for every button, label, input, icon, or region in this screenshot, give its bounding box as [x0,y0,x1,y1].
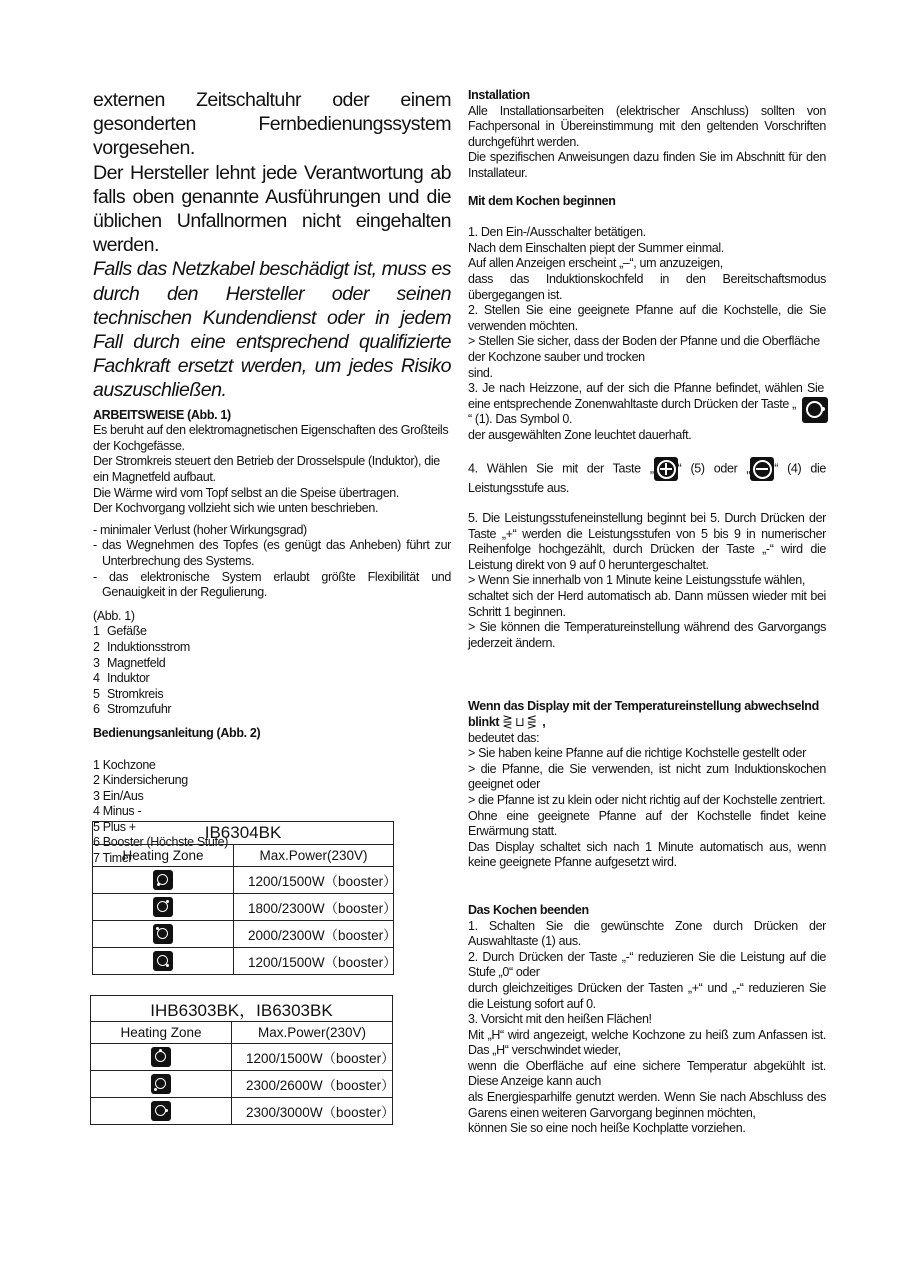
zone-front-right-icon [153,951,173,971]
table-row [93,948,394,975]
paragraph: Die spezifischen Anweisungen dazu finden Sie im Abschnitt für den Installateur. [468,150,826,180]
display-blink-icon: ⋛⊔⋚ [502,715,540,729]
heading-separator: , [542,715,546,729]
table-row [91,1098,393,1125]
text-line: 1. Den Ein-/Ausschalter betätigen. [468,225,646,240]
power-value: 1200/1500W（booster） [234,867,394,894]
warning-paragraph: Falls das Netzkabel beschädigt ist, muss es durch den Hersteller oder seinen technischen Kundendienst oder in jedem Fall durch eine entsprechend qualifizierte Fachkraft ersetzt werden, um jedes Risiko auszuschließen. [93,258,451,402]
text-line: Es beruht auf den elektromagnetischen Eigenschaften des Großteils der Kochgefässe. [93,423,449,453]
list-item: 6 Booster (Höchste Stufe) [93,835,229,850]
zone-front-left-icon [153,870,173,890]
table-title: IB6304BK [93,822,394,845]
legend-number: 2 [93,639,100,654]
intro-text [93,88,451,403]
section-heading: Bedienungsanleitung (Abb. 2) [93,725,261,740]
display-section [468,699,826,871]
list-item: 7 Timer [93,851,133,866]
zone-rear-left-icon [153,897,173,917]
section-heading: Das Kochen beenden [468,902,589,917]
legend-title: (Abb. 1) [93,608,135,623]
paragraph: > die Pfanne, die Sie verwenden, ist nicht zum Induktionskochen geeignet oder [468,761,826,792]
paragraph: Das Display schaltet sich nach 1 Minute automatisch aus, wenn keine geeignete Pfanne aufgesetzt wird. [468,839,826,870]
section-heading: Mit dem Kochen beginnen [468,193,616,208]
power-value: 1200/1500W（booster） [234,948,394,975]
legend-number: 1 [93,624,100,639]
zone-top-icon [151,1047,171,1067]
column-header: Max.Power(230V) [232,1022,393,1044]
step-text: 3. Je nach Heizzone, auf der sich die Pfanne befindet, wählen Sie eine entsprechende Zonenwahltaste durch Drücken der Taste „ [468,381,824,411]
power-value: 1800/2300W（booster） [234,894,394,921]
zone-middle-icon [151,1074,171,1094]
left-column [93,88,451,867]
abb1-legend [93,609,451,718]
column-header: Heating Zone [93,845,234,867]
paragraph: Ohne eine geeignete Pfanne auf der Kochstelle findet keine Erwärmung statt. [468,808,826,839]
paragraph: schaltet sich der Herd automatisch ab. Dann müssen wieder mit bei Schritt 1 beginnen. [468,589,826,619]
legend-number: 5 [93,686,100,701]
legend-label: Magnetfeld [107,655,166,670]
paragraph: 5. Die Leistungsstufeneinstellung beginnt bei 5. Durch Drücken der Taste „+“ werden die Leistungsstufen von 5 bis 9 in numerischer Reihenfolge hochgezählt, durch Drücken der Taste „-“ wird die Leistung direkt von 9 auf 0 heruntergeschaltet. [468,511,826,572]
power-value: 2300/2600W（booster） [232,1071,393,1098]
list-item: 5 Plus + [93,819,136,834]
table-title: IHB6303BK，IB6303BK [91,996,393,1022]
paragraph: Mit „H“ wird angezeigt, welche Kochzone zu heiß zum Anfassen ist. Das „H“ verschwindet wieder, [468,1027,826,1058]
installation-section [468,88,826,182]
section-heading: Installation [468,88,530,102]
legend-item [93,640,451,656]
power-table-ihb6303bk [90,995,393,1125]
legend-item [93,687,451,703]
paragraph: durch gleichzeitiges Drücken der Tasten „+“ und „-“ reduzieren Sie die Leistung sofort auf 0. [468,980,826,1011]
legend-label: Induktor [107,671,150,686]
legend-item [93,656,451,672]
text-line: “ (1). Das Symbol 0. [468,412,573,427]
legend-item [93,624,451,640]
legend-label: Gefäße [107,624,147,639]
table-row [93,867,394,894]
paragraph [468,381,826,412]
minus-icon [750,457,774,481]
list-item: - das elektronische System erlaubt größte Flexibilität und Genauigkeit in der Regulierung. [93,570,451,601]
zone-rear-right-icon [153,924,173,944]
legend-label: Stromkreis [107,686,164,701]
legend-item [93,702,451,718]
paragraph: Alle Installationsarbeiten (elektrischer Anschluss) sollten von Fachpersonal in Übereinstimmung mit den geltenden Vorschriften durchgeführt werden. [468,103,826,149]
list-item: 4 Minus - [93,804,142,819]
section-heading: ARBEITSWEISE (Abb. 1) [93,407,231,422]
section-heading [468,699,826,730]
text-line: > Wenn Sie innerhalb von 1 Minute keine Leistungsstufe wählen, [468,573,805,588]
legend-item [93,671,451,687]
table-row [91,1044,393,1071]
list-item: - minimaler Verlust (hoher Wirkungsgrad) [93,523,451,539]
zone-select-icon [802,397,828,423]
step-text: 4. Wählen Sie mit der Taste „ [468,461,654,476]
text-line: bedeutet das: [468,730,540,745]
text-line: Nach dem Einschalten piept der Summer einmal. [468,240,724,255]
text-line: der ausgewählten Zone leuchtet dauerhaft. [468,427,692,442]
step-text: “ (4) die Leistungsstufe aus. [468,461,827,496]
plus-icon [654,457,678,481]
zone-right-icon [151,1101,171,1121]
list-item: 3 Ein/Aus [93,788,144,803]
paragraph: dass das Induktionskochfeld in den Bereitschaftsmodus übergegangen ist. [468,271,826,302]
paragraph: 1. Schalten Sie die gewünschte Zone durch Drücken der Auswahltaste (1) aus. [468,918,826,949]
kochen-section [468,194,826,652]
text-line: > Stellen Sie sicher, dass der Boden der Pfanne und die Oberfläche der Kochzone sauber und trocken [468,334,820,364]
text-line: Die Wärme wird vom Topf selbst an die Speise übertragen. [93,485,400,500]
right-column [468,88,826,1137]
paragraph: > die Pfanne ist zu klein oder nicht richtig auf der Kochstelle zentriert. [468,792,826,807]
text-line: sind. [468,365,493,380]
heading-text: Wenn das Display mit der Temperatureinstellung abwechselnd blinkt [468,699,819,729]
list-item: - das Wegnehmen des Topfes (es genügt das Anheben) führt zur Unterbrechung des Systems. [93,538,451,569]
text-line: Der Stromkreis steuert den Betrieb der Drosselspule (Induktor), die ein Magnetfeld aufbaut. [93,454,440,485]
paragraph: > Sie können die Temperatureinstellung während des Garvorgangs jederzeit ändern. [468,620,826,650]
table-row [93,894,394,921]
text-line: > Sie haben keine Pfanne auf die richtige Kochstelle gestellt oder [468,746,806,761]
text-line: Der Kochvorgang vollzieht sich wie unten beschrieben. [93,501,379,516]
legend-number: 3 [93,655,100,670]
step-text: “ (5) oder „ [677,461,751,476]
column-header: Max.Power(230V) [234,845,394,867]
power-value: 1200/1500W（booster） [232,1044,393,1071]
legend-number: 6 [93,702,100,717]
power-value: 2300/3000W（booster） [232,1098,393,1125]
column-header: Heating Zone [91,1022,232,1044]
text-line: 3. Vorsicht mit den heißen Flächen! [468,1012,652,1027]
legend-label: Induktionsstrom [107,639,190,654]
table-row [93,921,394,948]
arbeitsweise-section [93,408,451,601]
power-value: 2000/2300W（booster） [234,921,394,948]
beenden-section [468,903,826,1137]
text-line: Auf allen Anzeigen erscheint „–“, um anzuzeigen, [468,256,723,271]
table-row [91,1071,393,1098]
intro-paragraph: Der Hersteller lehnt jede Verantwortung ab falls oben genannte Ausführungen und die üblichen Unfallnormen nicht eingehalten werden. [93,161,451,257]
paragraph: 2. Durch Drücken der Taste „-“ reduzieren Sie die Leistung auf die Stufe „0“ oder [468,949,826,980]
legend-number: 4 [93,671,100,686]
power-table-ib6304bk [92,821,397,975]
paragraph: wenn die Oberfläche auf eine sichere Temperatur abgekühlt ist. Diese Anzeige kann auch [468,1058,826,1089]
intro-paragraph: externen Zeitschaltuhr oder einem gesonderten Fernbedienungssystem vorgesehen. [93,89,451,160]
paragraph: 2. Stellen Sie eine geeignete Pfanne auf die Kochstelle, die Sie verwenden möchten. [468,303,826,333]
list-item: 1 Kochzone [93,757,156,772]
text-line: können Sie so eine noch heiße Kochplatte vorziehen. [468,1121,746,1136]
feature-list [93,523,451,601]
paragraph [468,457,826,497]
legend-label: Stromzufuhr [107,702,172,717]
paragraph: als Energiesparhilfe genutzt werden. Wenn Sie nach Abschluss des Garens einen weiteren Garvorgang beginnen möchten, [468,1090,826,1120]
list-item: 2 Kindersicherung [93,773,188,788]
